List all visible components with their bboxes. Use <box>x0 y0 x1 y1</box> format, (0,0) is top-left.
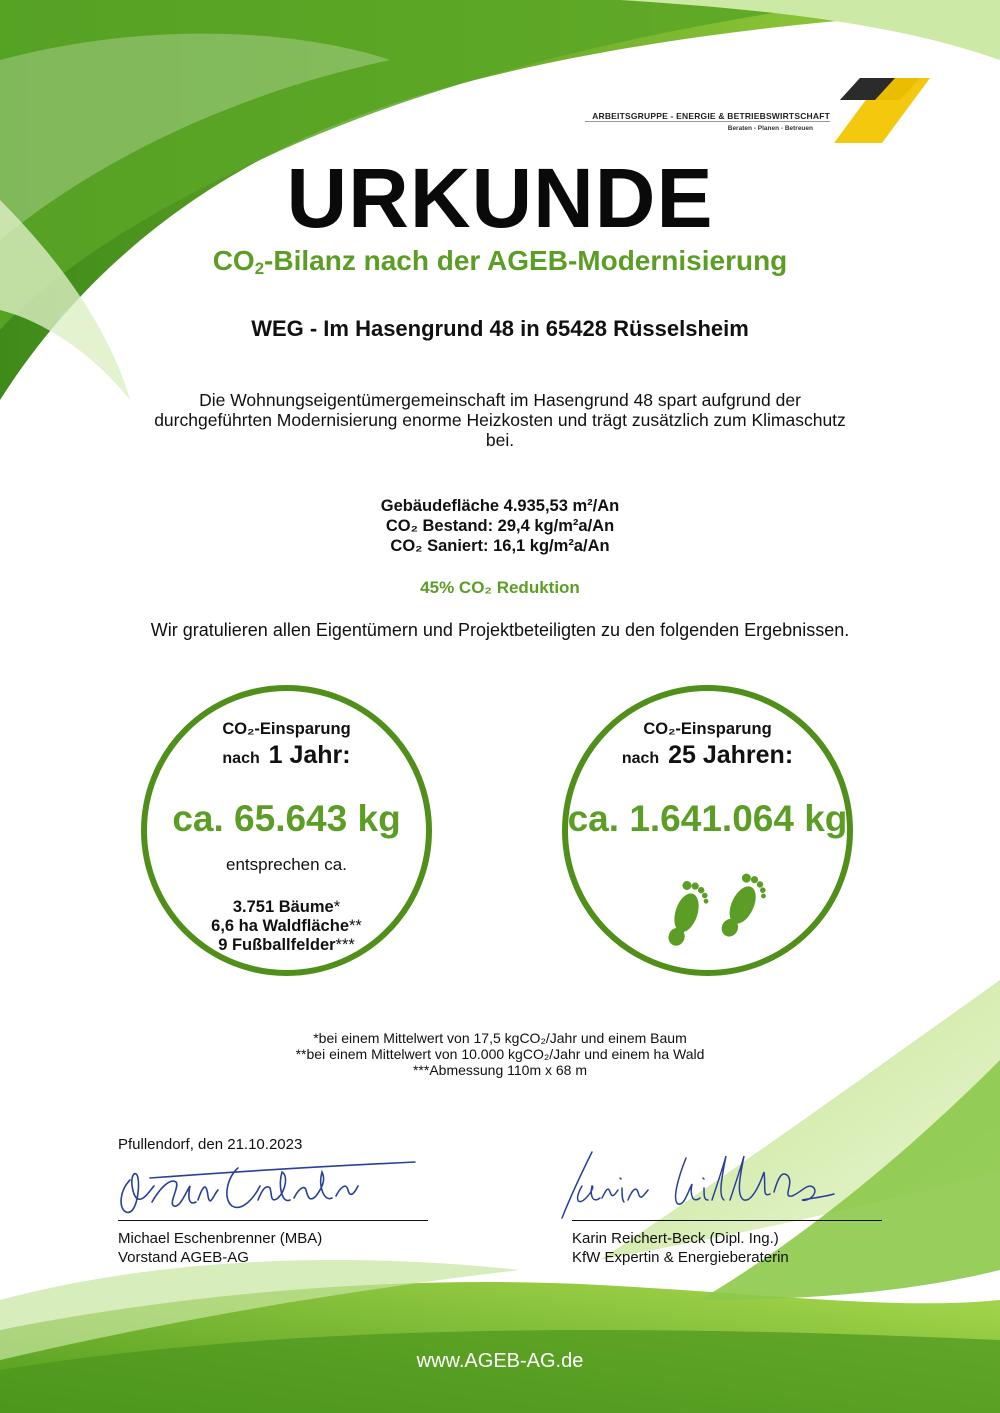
signatory-right-role: KfW Expertin & Energieberaterin <box>572 1249 789 1266</box>
signature-eschenbrenner <box>110 1150 420 1220</box>
equivalent-fields: 9 Fußballfelder*** <box>218 936 355 954</box>
circle-heading: CO₂-Einsparung <box>222 720 351 738</box>
equivalent-forest: 6,6 ha Waldfläche** <box>211 917 362 935</box>
signatory-right <box>572 1229 789 1267</box>
signatory-right-name: Karin Reichert-Beck (Dipl. Ing.) <box>572 1230 779 1247</box>
signature-reichert-beck <box>562 1152 834 1218</box>
property-address: WEG - Im Hasengrund 48 in 65428 Rüsselsheim <box>251 316 749 341</box>
footnote-fields: ***Abmessung 110m x 68 m <box>412 1062 588 1078</box>
savings-amount-one-year: ca. 65.643 kg <box>172 798 401 839</box>
congratulations-text: Wir gratulieren allen Eigentümern und Projektbeteiligten zu den folgenden Ergebnissen. <box>150 620 850 640</box>
certificate-title: URKUNDE <box>286 151 714 245</box>
logo-mark-icon <box>820 75 930 145</box>
equivalent-trees: 3.751 Bäume* <box>232 898 341 916</box>
signatory-left-role: Vorstand AGEB-AG <box>118 1249 249 1266</box>
circle-period: nach 1 Jahr: <box>222 741 351 769</box>
certificate-subtitle: $CO_2$-Bilanz nach der AGEB-Modernisierung <box>212 245 788 279</box>
footprints-icon <box>658 866 773 946</box>
footnote-trees: *bei einem Mittelwert von 17,5 kgCO₂/Jahr und einem Baum <box>313 1030 687 1046</box>
logo-tagline: Beraten - Planen - Betreuen <box>727 125 813 132</box>
circle-heading: CO₂-Einsparung <box>643 720 772 738</box>
circle-period: nach 25 Jahren: <box>621 741 794 769</box>
signature-line-left <box>118 1220 428 1221</box>
signatory-left <box>118 1229 322 1267</box>
logo-name: ARBEITSGRUPPE - ENERGIE & BETRIEBSWIRTSCHAFT <box>592 111 830 121</box>
equivalents-list <box>147 898 426 955</box>
reduction-text: 45% CO₂ Reduktion <box>420 578 580 597</box>
footnote-forest: **bei einem Mittelwert von 10.000 kgCO₂/Jahr und einem ha Wald <box>295 1046 705 1062</box>
logo-divider <box>585 121 830 122</box>
stat-existing: CO₂ Bestand: 29,4 kg/m²a/An <box>385 517 615 535</box>
footnotes <box>0 1030 1000 1078</box>
corresponds-label: entsprechen ca. <box>226 855 347 874</box>
stat-area: Gebäudefläche 4.935,53 m²/An <box>380 497 620 515</box>
intro-text: Die Wohnungseigentümergemeinschaft im Hasengrund 48 spart aufgrund der durchgeführten Modernisierung enorme Heizkosten und trägt zusätzlich zum Klimaschutz bei. <box>154 390 846 450</box>
company-logo <box>585 75 930 145</box>
building-stats <box>0 496 1000 556</box>
place-date: Pfullendorf, den 21.10.2023 <box>118 1136 303 1153</box>
website-link[interactable]: www.AGEB-AG.de <box>416 1350 584 1372</box>
savings-amount-25-years: ca. 1.641.064 kg <box>567 798 848 839</box>
stat-renovated: CO₂ Saniert: 16,1 kg/m²a/An <box>390 537 610 555</box>
signatory-left-name: Michael Eschenbrenner (MBA) <box>118 1230 323 1247</box>
